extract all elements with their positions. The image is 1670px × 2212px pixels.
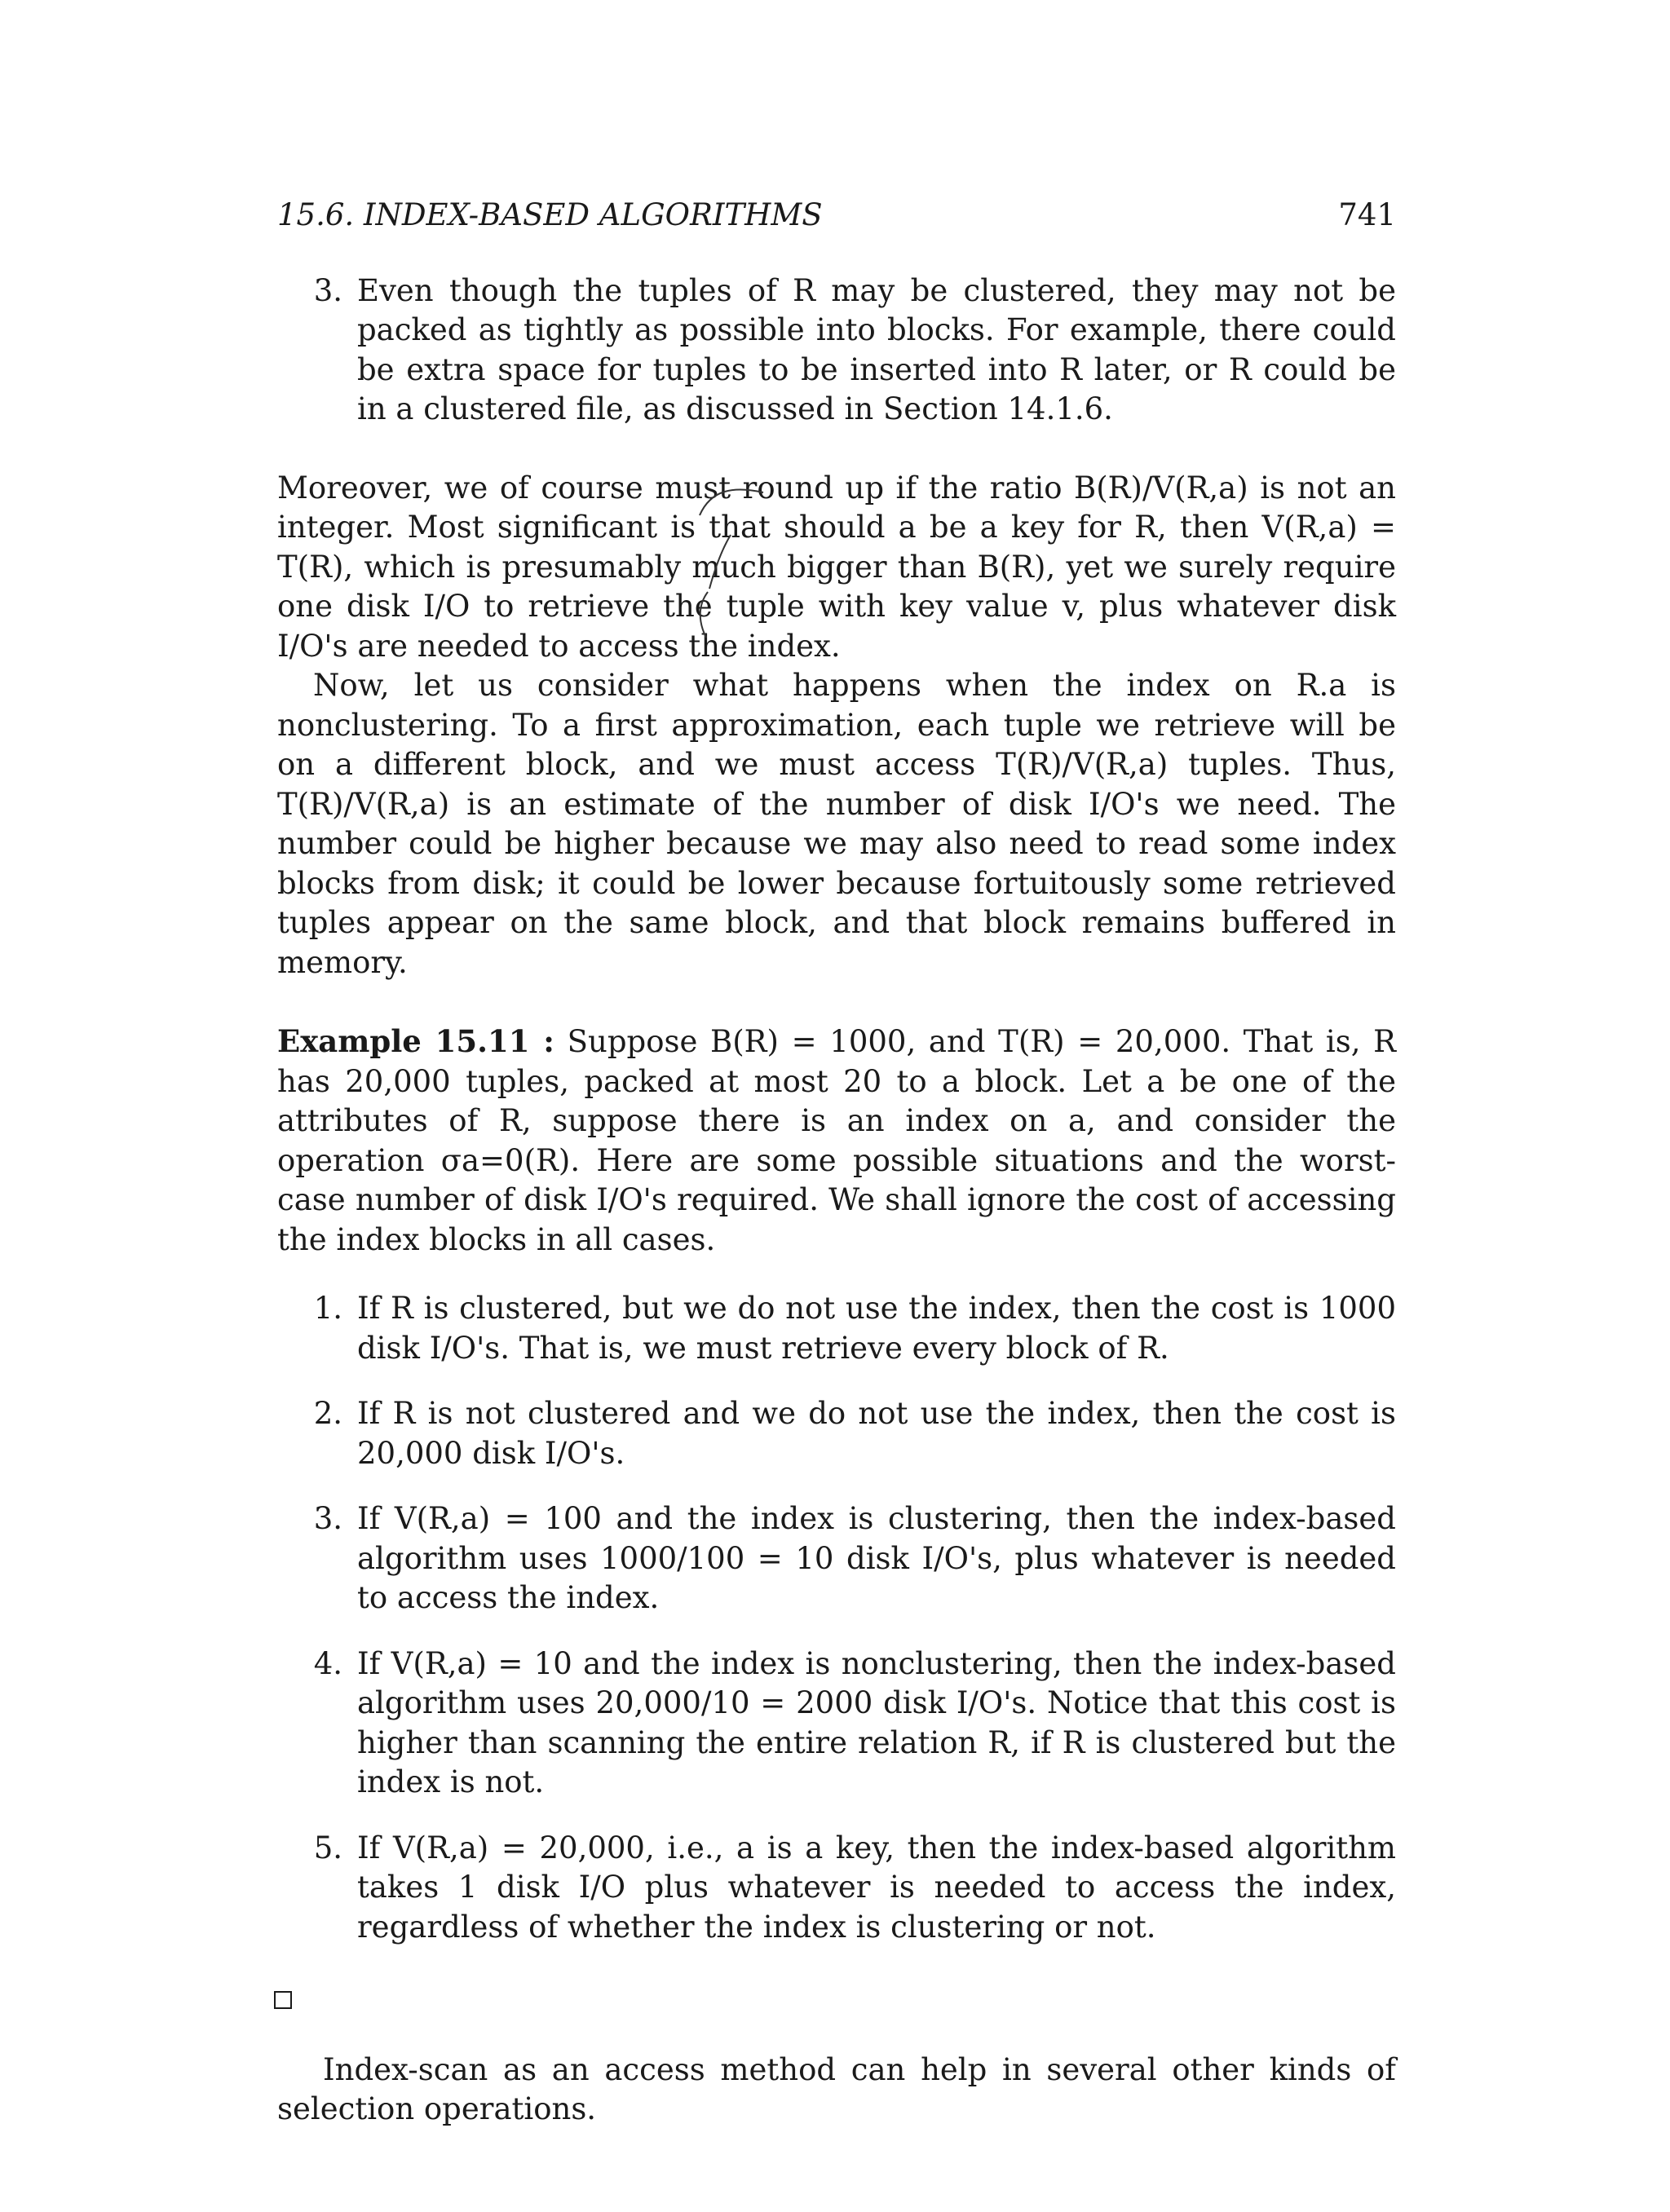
closing-paragraph: Index-scan as an access method can help in several other kinds of selection operations.: [277, 2051, 1396, 2126]
list-item: [277, 1289, 1396, 1368]
paragraph-nonclustering: Now, let us consider what happens when the index on R.a is nonclustering. To a first approximation, each tuple we retrieve will be on a different block, and we must access T(R)/V(R,a) tuples. Thus, T(R)/V(R,a) is an estimate of the number of disk I/O's we need. The number could be higher because we may also need to read some index blocks from disk; it could be lower because fortuitously some retrieved tuples appear on the same block, and that block remains buffered in memory.: [277, 668, 1396, 980]
list-item: [277, 1645, 1396, 1803]
list-number: 2.: [313, 1396, 342, 1431]
list-number: 3.: [313, 1501, 342, 1536]
list-item: [277, 1499, 1396, 1618]
list-item: [277, 1394, 1396, 1473]
running-head: [277, 196, 1396, 236]
end-of-example-marker: [274, 1980, 1396, 2020]
list-number: 3.: [313, 272, 342, 308]
page-number: 741: [1338, 197, 1396, 232]
list-text: If R is not clustered and we do not use the index, then the cost is 20,000 disk I/O's.: [357, 1396, 1396, 1471]
example-paragraph: [277, 1022, 1396, 1260]
example-text: Suppose B(R) = 1000, and T(R) = 20,000. That is, R has 20,000 tuples, packed at most 20 to a block. Let a be one of the attributes of R, suppose there is an index on a, and consider the operation σa=0(R). Here are some possible situations and the worst-case number of disk I/O's required. We shall ignore the cost of accessing the index blocks in all cases.: [277, 1024, 1397, 1257]
qed-box-icon: [274, 1991, 292, 2009]
example-label: Example 15.11 :: [277, 1023, 554, 1059]
list-text: Even though the tuples of R may be clustered, they may not be packed as tightly as possible into blocks. For example, there could be extra space for tuples to be inserted into R later, or R could be in a clustered file, as discussed in Section 14.1.6.: [357, 272, 1396, 426]
section-title: 15.6. INDEX-BASED ALGORITHMS: [277, 197, 823, 232]
example-list: [277, 1289, 1396, 1947]
list-number: 4.: [313, 1645, 342, 1681]
list-text: If R is clustered, but we do not use the index, then the cost is 1000 disk I/O's. That is, we must retrieve every block of R.: [357, 1291, 1396, 1366]
list-text: If V(R,a) = 100 and the index is clustering, then the index-based algorithm uses 1000/100 = 10 disk I/O's, plus whatever is needed to access the index.: [357, 1501, 1396, 1615]
list-item: [277, 1829, 1396, 1948]
book-page: [277, 196, 1396, 2130]
list-number: 5.: [313, 1830, 342, 1865]
list-item-3-continued: [277, 272, 1396, 430]
paragraph-round-up: Moreover, we of course must round up if the ratio B(R)/V(R,a) is not an integer. Most significant is that should a be a key for R, then V(R,a) = T(R), which is presumably much bigger than B(R), yet we surely require one disk I/O to retrieve the tuple with key value v, plus whatever disk I/O's are needed to access the index.: [277, 470, 1396, 664]
list-number: 1.: [313, 1291, 342, 1326]
list-text: If V(R,a) = 20,000, i.e., a is a key, then the index-based algorithm takes 1 disk I/O plus whatever is needed to access the index, regardless of whether the index is clustering or not.: [357, 1830, 1396, 1945]
list-text: If V(R,a) = 10 and the index is nonclustering, then the index-based algorithm uses 20,000/10 = 2000 disk I/O's. Notice that this cost is higher than scanning the entire relation R, if R is clustered but the index is not.: [357, 1645, 1396, 1799]
